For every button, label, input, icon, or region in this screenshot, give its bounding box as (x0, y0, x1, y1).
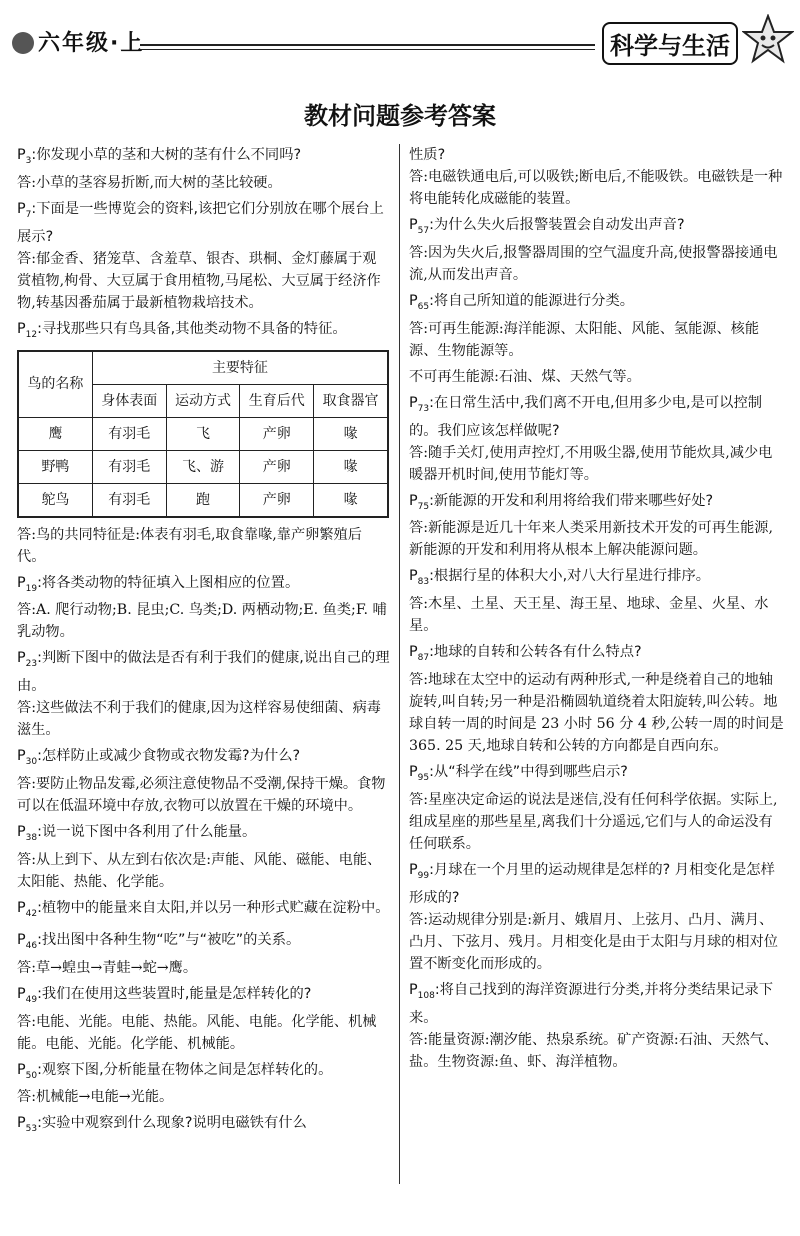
table-cell: 鹰 (18, 417, 92, 450)
answer: 答:因为失火后,报警器周围的空气温度升高,使报警器接通电流,从而发出声音。 (409, 244, 778, 283)
qa-item (409, 641, 786, 757)
page-number: $P_{19}$: (17, 574, 42, 594)
qa-item (409, 761, 786, 855)
qa-item (409, 565, 786, 637)
page-number: $P_{50}$: (17, 1061, 42, 1081)
answer: 答:电磁铁通电后,可以吸铁;断电后,不能吸铁。电磁铁是一种将电能转化成磁能的装置。 (409, 169, 783, 207)
page-number: $P_{99}$: (409, 862, 434, 881)
answer: 答:木星、土星、天王星、海王星、地球、金星、火星、水星。 (409, 596, 769, 635)
table-header: 身体表面 (92, 384, 166, 417)
question: $P_{42}$:植物中的能量来自太阳,并以另一种形式贮藏在淀粉中。 (17, 900, 390, 919)
qa-item (17, 983, 390, 1055)
table-cell: 有羽毛 (92, 417, 166, 450)
table-cell: 产卵 (240, 483, 314, 517)
qa-item (409, 392, 786, 486)
question: $P_{49}$:我们在使用这些装置时,能量是怎样转化的? (17, 985, 312, 1005)
table-cell: 有羽毛 (92, 450, 166, 483)
question: $P_{87}$:地球的自转和公转各有什么特点? (409, 644, 642, 664)
question: 性质? (409, 147, 446, 163)
column-divider (399, 144, 400, 1184)
page-number: $P_{46}$: (17, 931, 42, 951)
page-number: $P_{38}$: (17, 824, 42, 844)
qa-item (17, 198, 390, 314)
question: $P_7$:下面是一些博览会的资料,该把它们分别放在哪个展台上展示? (17, 200, 384, 245)
table-header: 鸟的名称 (18, 351, 92, 418)
question: $P_{108}$:将自己找到的海洋资源进行分类,并将分类结果记录下来。 (409, 981, 774, 1026)
page-number: $P_3$: (17, 147, 37, 166)
question: $P_{30}$:怎样防止或减少食物或衣物发霉?为什么? (17, 748, 301, 768)
table-cell: 产卵 (240, 417, 314, 450)
page-number: $P_{42}$: (17, 900, 42, 919)
qa-item (409, 979, 786, 1073)
answer: 答:这些做法不利于我们的健康,因为这样容易使细菌、病毒滋生。 (17, 700, 381, 739)
page-number: $P_{23}$: (17, 650, 42, 670)
star-mascot-icon (742, 14, 794, 66)
qa-item (409, 290, 786, 362)
question: $P_{46}$:找出图中各种生物“吃”与“被吃”的关系。 (17, 931, 301, 951)
grade-label: 六年级·上 (12, 26, 144, 57)
bird-feature-table (17, 350, 389, 518)
qa-item (17, 1059, 390, 1109)
question: $P_{23}$:判断下图中的做法是否有利于我们的健康,说出自己的理由。 (17, 650, 390, 695)
page-number: $P_{12}$: (17, 320, 42, 340)
answer: 答:从上到下、从左到右依次是:声能、风能、磁能、电能、太阳能、热能、化学能。 (17, 852, 382, 891)
answer: 答:郁金香、猪笼草、含羞草、银杏、珙桐、金灯藤属于观赏植物,枸骨、大豆属于食用植物,马尾松、大豆属于经济作物,转基因番茄属于最新植物栽培技术。 (17, 250, 381, 311)
table-cell: 有羽毛 (92, 483, 166, 517)
question: $P_{95}$:从“科学在线”中得到哪些启示? (409, 764, 628, 784)
question: $P_{12}$:寻找那些只有鸟具备,其他类动物不具备的特征。 (17, 320, 347, 340)
page-number: $P_{49}$: (17, 985, 42, 1005)
answer: 答:星座决定命运的说法是迷信,没有任何科学依据。实际上,组成星座的那些星星,离我们十分遥远,它们与人的命运没有任何联系。 (409, 792, 778, 853)
answer: 答:草→蝗虫→青蛙→蛇→鹰。 (17, 959, 198, 976)
question: $P_{50}$:观察下图,分析能量在物体之间是怎样转化的。 (17, 1061, 333, 1081)
table-cell: 喙 (314, 450, 388, 483)
qa-item (17, 745, 390, 817)
qa-item (409, 366, 786, 388)
question: $P_{57}$:为什么失火后报警装置会自动发出声音? (409, 217, 685, 236)
answer: 不可再生能源:石油、煤、天然气等。 (409, 368, 641, 385)
qa-item (17, 647, 390, 741)
ball-icon (12, 32, 34, 54)
question: $P_3$:你发现小草的茎和大树的茎有什么不同吗? (17, 147, 302, 166)
question: $P_{53}$:实验中观察到什么现象?说明电磁铁有什么 (17, 1115, 307, 1135)
qa-item (409, 859, 786, 975)
qa-item (409, 144, 786, 210)
page-number: $P_{65}$: (409, 292, 434, 312)
table-cell: 飞、游 (166, 450, 240, 483)
page-number: $P_{87}$: (409, 644, 434, 664)
page-number: $P_{57}$: (409, 217, 434, 236)
answer: 答:要防止物品发霉,必须注意使物品不受潮,保持干燥。食物可以在低温环境中存放,衣物可以放置在干燥的环境中。 (17, 776, 386, 815)
qa-item (17, 821, 390, 893)
question: $P_{83}$:根据行星的体积大小,对八大行星进行排序。 (409, 568, 711, 588)
page-title: 教材问题参考答案 (304, 102, 496, 130)
table-cell: 鸵鸟 (18, 483, 92, 517)
answer: 答:地球在太空中的运动有两种形式,一种是绕着自己的地轴旋转,叫自转;另一种是沿椭圆轨道绕着太阳旋转,叫公转。地球自转一周的时间是 23 小时 56 分 4 秒,公转一周的时间是 365. 25 天,地球自转和公转的方向都是自西向东。 (409, 672, 784, 755)
answer: 答:鸟的共同特征是:体表有羽毛,取食靠喙,靠产卵繁殖后代。 (17, 526, 362, 565)
left-column (17, 144, 390, 1144)
answer: 答:运动规律分别是:新月、娥眉月、上弦月、凸月、满月、凸月、下弦月、残月。月相变化是由于太阳与月球的相对位置不断变化而形成的。 (409, 911, 778, 972)
table-header: 取食器官 (314, 384, 388, 417)
qa-item (17, 929, 390, 979)
answer: 答:电能、光能。电能、热能。风能、电能。化学能、机械能。电能、光能。化学能、机械能。 (17, 1013, 377, 1052)
page-number: $P_{73}$: (409, 394, 434, 414)
answer: 答:随手关灯,使用声控灯,不用吸尘器,使用节能炊具,减少电暖器开机时间,使用节能灯等。 (409, 444, 773, 483)
answer: 答:新能源是近几十年来人类采用新技术开发的可再生能源,新能源的开发和利用将从根本上解决能源问题。 (409, 520, 773, 559)
table-header: 运动方式 (166, 384, 240, 417)
page-number: $P_{75}$: (409, 492, 434, 512)
page-number: $P_{83}$: (409, 568, 434, 588)
table-header: 生育后代 (240, 384, 314, 417)
table-cell: 野鸭 (18, 450, 92, 483)
answer: 答:能量资源:潮汐能、热泉系统。矿产资源:石油、天然气、盐。生物资源:鱼、虾、海洋植物。 (409, 1031, 779, 1070)
question: $P_{99}$:月球在一个月里的运动规律是怎样的? 月相变化是怎样形成的? (409, 862, 775, 906)
table-cell: 产卵 (240, 450, 314, 483)
question: $P_{38}$:说一说下图中各利用了什么能量。 (17, 824, 257, 844)
table-cell: 喙 (314, 417, 388, 450)
qa-item (409, 490, 786, 562)
answer: 答:机械能→电能→光能。 (17, 1089, 174, 1106)
table-header: 主要特征 (92, 351, 388, 385)
header-rule (140, 44, 595, 46)
header-rule-thin (140, 49, 595, 50)
table-row (18, 450, 388, 483)
table-cell: 喙 (314, 483, 388, 517)
qa-item (17, 1112, 390, 1140)
answer: 答:A. 爬行动物;B. 昆虫;C. 鸟类;D. 两栖动物;E. 鱼类;F. 哺乳动物。 (17, 602, 387, 641)
qa-item (17, 572, 390, 644)
qa-item (409, 214, 786, 286)
qa-item (17, 318, 390, 346)
question: $P_{65}$:将自己所知道的能源进行分类。 (409, 292, 635, 312)
qa-item (17, 144, 390, 194)
qa-item (17, 897, 390, 925)
table-row (18, 417, 388, 450)
table-row (18, 483, 388, 517)
series-title: 科学与生活 (602, 22, 738, 65)
table-cell: 飞 (166, 417, 240, 450)
page-number: $P_7$: (17, 200, 37, 220)
page-number: $P_{30}$: (17, 748, 42, 768)
question: $P_{19}$:将各类动物的特征填入上图相应的位置。 (17, 574, 300, 594)
right-column (409, 144, 786, 1077)
page-number: $P_{108}$: (409, 981, 440, 1001)
answer: 答:小草的茎容易折断,而大树的茎比较硬。 (17, 174, 282, 191)
page-number: $P_{95}$: (409, 764, 434, 784)
qa-item (17, 524, 390, 568)
answer: 答:可再生能源:海洋能源、太阳能、风能、氢能源、核能源、生物能源等。 (409, 320, 760, 359)
page-number: $P_{53}$: (17, 1115, 42, 1135)
table-cell: 跑 (166, 483, 240, 517)
question: $P_{75}$:新能源的开发和利用将给我们带来哪些好处? (409, 492, 714, 512)
question: $P_{73}$:在日常生活中,我们离不开电,但用多少电,是可以控制的。我们应该怎样做呢? (409, 394, 763, 439)
